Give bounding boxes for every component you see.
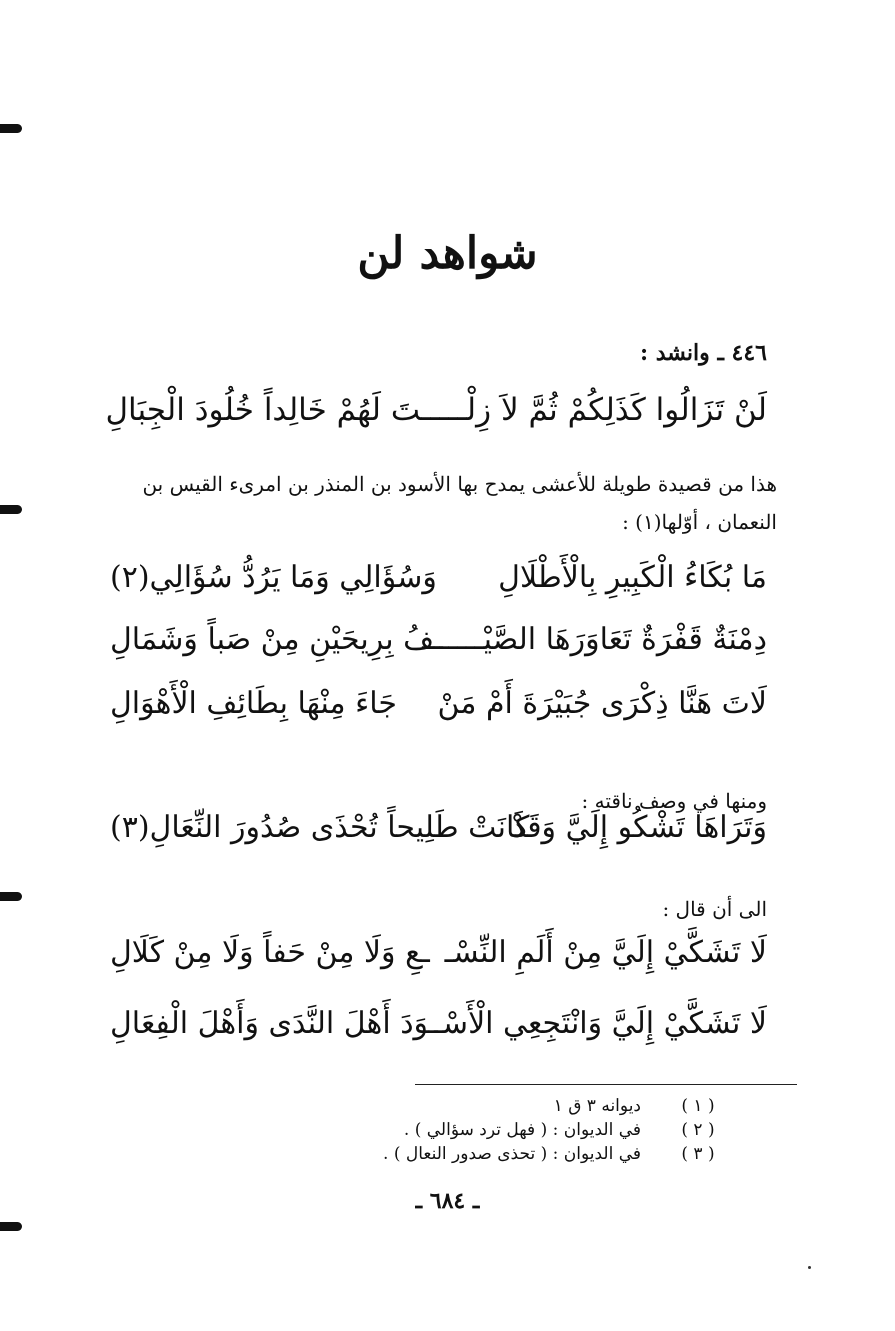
edge-mark: [0, 124, 22, 133]
verse-hemistich-second: جَاءَ مِنْهَا بِطَائِفِ الْأَهْوَالِ: [110, 686, 397, 721]
footnote-number: ( ٣ ): [681, 1144, 715, 1164]
footnote: [383, 1142, 725, 1166]
page-title: شواهد لن: [357, 228, 538, 279]
verse-hemistich-first: لَا تَشَكَّيْ إِلَيَّ مِنْ أَلَمِ النِّسْـ: [444, 935, 767, 970]
commentary-paragraph: هذا من قصيدة طويلة للأعشى يمدح بها الأسود بن المنذر بن امرىء القيس بن النعمان ، أوّلها(١) :: [142, 472, 777, 534]
commentary-line: ومنها في وصف ناقته :: [581, 789, 767, 813]
edge-mark: [0, 1222, 22, 1231]
page-number: ـ ٦٨٤ ـ: [415, 1188, 480, 1214]
verse-couplet: [110, 810, 767, 860]
verse-hemistich-first: مَا بُكَاءُ الْكَبِيرِ بِالْأَطْلَالِ: [498, 560, 767, 595]
verse-hemistich-first: دِمْنَةٌ قَفْرَةٌ تَعَاوَرَهَا الصَّيْـــــــ: [422, 622, 767, 657]
speck: [808, 1266, 811, 1269]
verse-couplet: [110, 560, 767, 610]
footnote-divider: [415, 1084, 797, 1085]
verse-hemistich-second: ـعِ وَلَا مِنْ حَفاً وَلَا مِنْ كَلَالِ: [110, 935, 430, 970]
edge-mark: [0, 892, 22, 901]
verse-couplet: [110, 686, 767, 736]
footnote-number: ( ٢ ): [681, 1120, 715, 1140]
footnote-text: في الديوان : ( فهل ترد سؤالي ) .: [403, 1120, 641, 1140]
verse-hemistich-second: ـفُ بِرِيحَيْنِ مِنْ صَباً وَشَمَالِ: [110, 622, 443, 657]
verse-hemistich-second: وَسُؤَالِي وَمَا يَرُدُّ سُؤَالِي(٢): [110, 560, 437, 595]
verse-hemistich-second: ـوَدَ أَهْلَ النَّدَى وَأَهْلَ الْفِعَالِ: [110, 1006, 438, 1041]
footnotes: [383, 1094, 725, 1166]
footnote-number: ( ١ ): [681, 1096, 715, 1116]
footnote-text: في الديوان : ( تحذى صدور النعال ) .: [383, 1144, 641, 1164]
verse-couplet: [110, 622, 767, 672]
commentary-line: الى أن قال :: [662, 897, 767, 921]
verse-couplet: [110, 935, 767, 985]
edge-mark: [0, 505, 22, 514]
footnote: [383, 1094, 725, 1118]
verse-hemistich-first: وَتَرَاهَا تَشْكُو إِلَيَّ وَقَدْ: [511, 810, 767, 845]
verse-couplet: [110, 1006, 767, 1056]
verse-full-line: لَنْ تَزَالُوا كَذَلِكُمْ ثُمَّ لاَ زِلْـــــتَ لَهُمْ خَالِداً خُلُودَ الْجِبَالِ: [105, 392, 767, 428]
verse-hemistich-first: لَاتَ هَنَّا ذِكْرَى جُبَيْرَةَ أَمْ مَنْ: [437, 686, 767, 721]
verse-hemistich-second: كَانَتْ طَلِيحاً تُحْذَى صُدُورَ النِّعَالِ(٣): [110, 810, 530, 845]
verse-hemistich-first: لَا تَشَكَّيْ إِلَيَّ وَانْتَجِعِي الْأَسْـ: [434, 1006, 767, 1041]
footnote-text: ديوانه ٣ ق ١: [553, 1096, 641, 1116]
entry-heading: ٤٤٦ ـ وانشد :: [639, 340, 767, 366]
footnote: [383, 1118, 725, 1142]
